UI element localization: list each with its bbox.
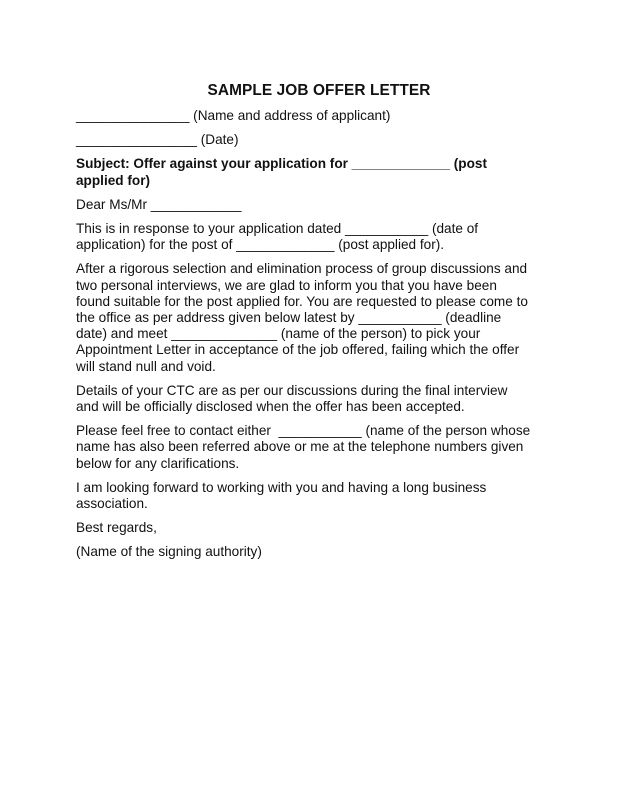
- paragraph-line: will stand null and void.: [76, 358, 216, 374]
- ctc-paragraph: [76, 383, 576, 415]
- paragraph-line: found suitable for the post applied for. You are requested to please come to: [76, 293, 528, 309]
- sign-off-text: Best regards,: [76, 520, 157, 536]
- paragraph-line: name has also been referred above or me at the telephone numbers given: [76, 439, 524, 455]
- paragraph-line: Details of your CTC are as per our discussions during the final interview: [76, 382, 508, 398]
- paragraph-line: Please feel free to contact either ___________ (name of the person whose: [76, 423, 531, 439]
- salutation-text: Dear Ms/Mr ____________: [76, 196, 242, 212]
- paragraph-line: I am looking forward to working with you and having a long business: [76, 479, 487, 495]
- paragraph-line: the office as per address given below latest by ___________ (deadline: [76, 310, 502, 326]
- paragraph-line: This is in response to your application dated ___________ (date of: [76, 221, 479, 237]
- salutation: [76, 197, 576, 213]
- paragraph-line: application) for the post of _____________ (post applied for).: [76, 237, 445, 253]
- paragraph-line: two personal interviews, we are glad to inform you that you have been: [76, 277, 497, 293]
- paragraph-line: date) and meet ______________ (name of the person) to pick your: [76, 326, 481, 342]
- paragraph-line: association.: [76, 496, 148, 512]
- contact-paragraph: [76, 423, 576, 472]
- date-line: [76, 132, 576, 148]
- document-title: SAMPLE JOB OFFER LETTER: [207, 82, 431, 99]
- paragraph-line: and will be officially disclosed when the offer has been accepted.: [76, 399, 465, 415]
- applicant-label: (Name and address of applicant): [189, 108, 391, 123]
- paragraph-line: After a rigorous selection and elimination process of group discussions and: [76, 261, 528, 277]
- sign-off: [76, 520, 576, 536]
- date-label: (Date): [196, 132, 239, 148]
- applicant-line: [76, 108, 576, 124]
- paragraph-line: Appointment Letter in acceptance of the job offered, failing which the offer: [76, 342, 520, 358]
- date-blank: ________________: [76, 132, 197, 148]
- subject-line: [76, 156, 576, 188]
- subject-line-2: applied for): [76, 172, 151, 188]
- selection-paragraph: [76, 261, 576, 374]
- applicant-blank: _______________: [76, 108, 190, 123]
- signatory-text: (Name of the signing authority): [76, 544, 262, 560]
- paragraph-line: below for any clarifications.: [76, 455, 240, 471]
- closing-paragraph: [76, 480, 576, 512]
- subject-line-1: Subject: Offer against your application for _____________ (post: [76, 156, 487, 172]
- response-paragraph: [76, 221, 576, 253]
- letter-page: [76, 82, 576, 569]
- signatory: [76, 544, 576, 560]
